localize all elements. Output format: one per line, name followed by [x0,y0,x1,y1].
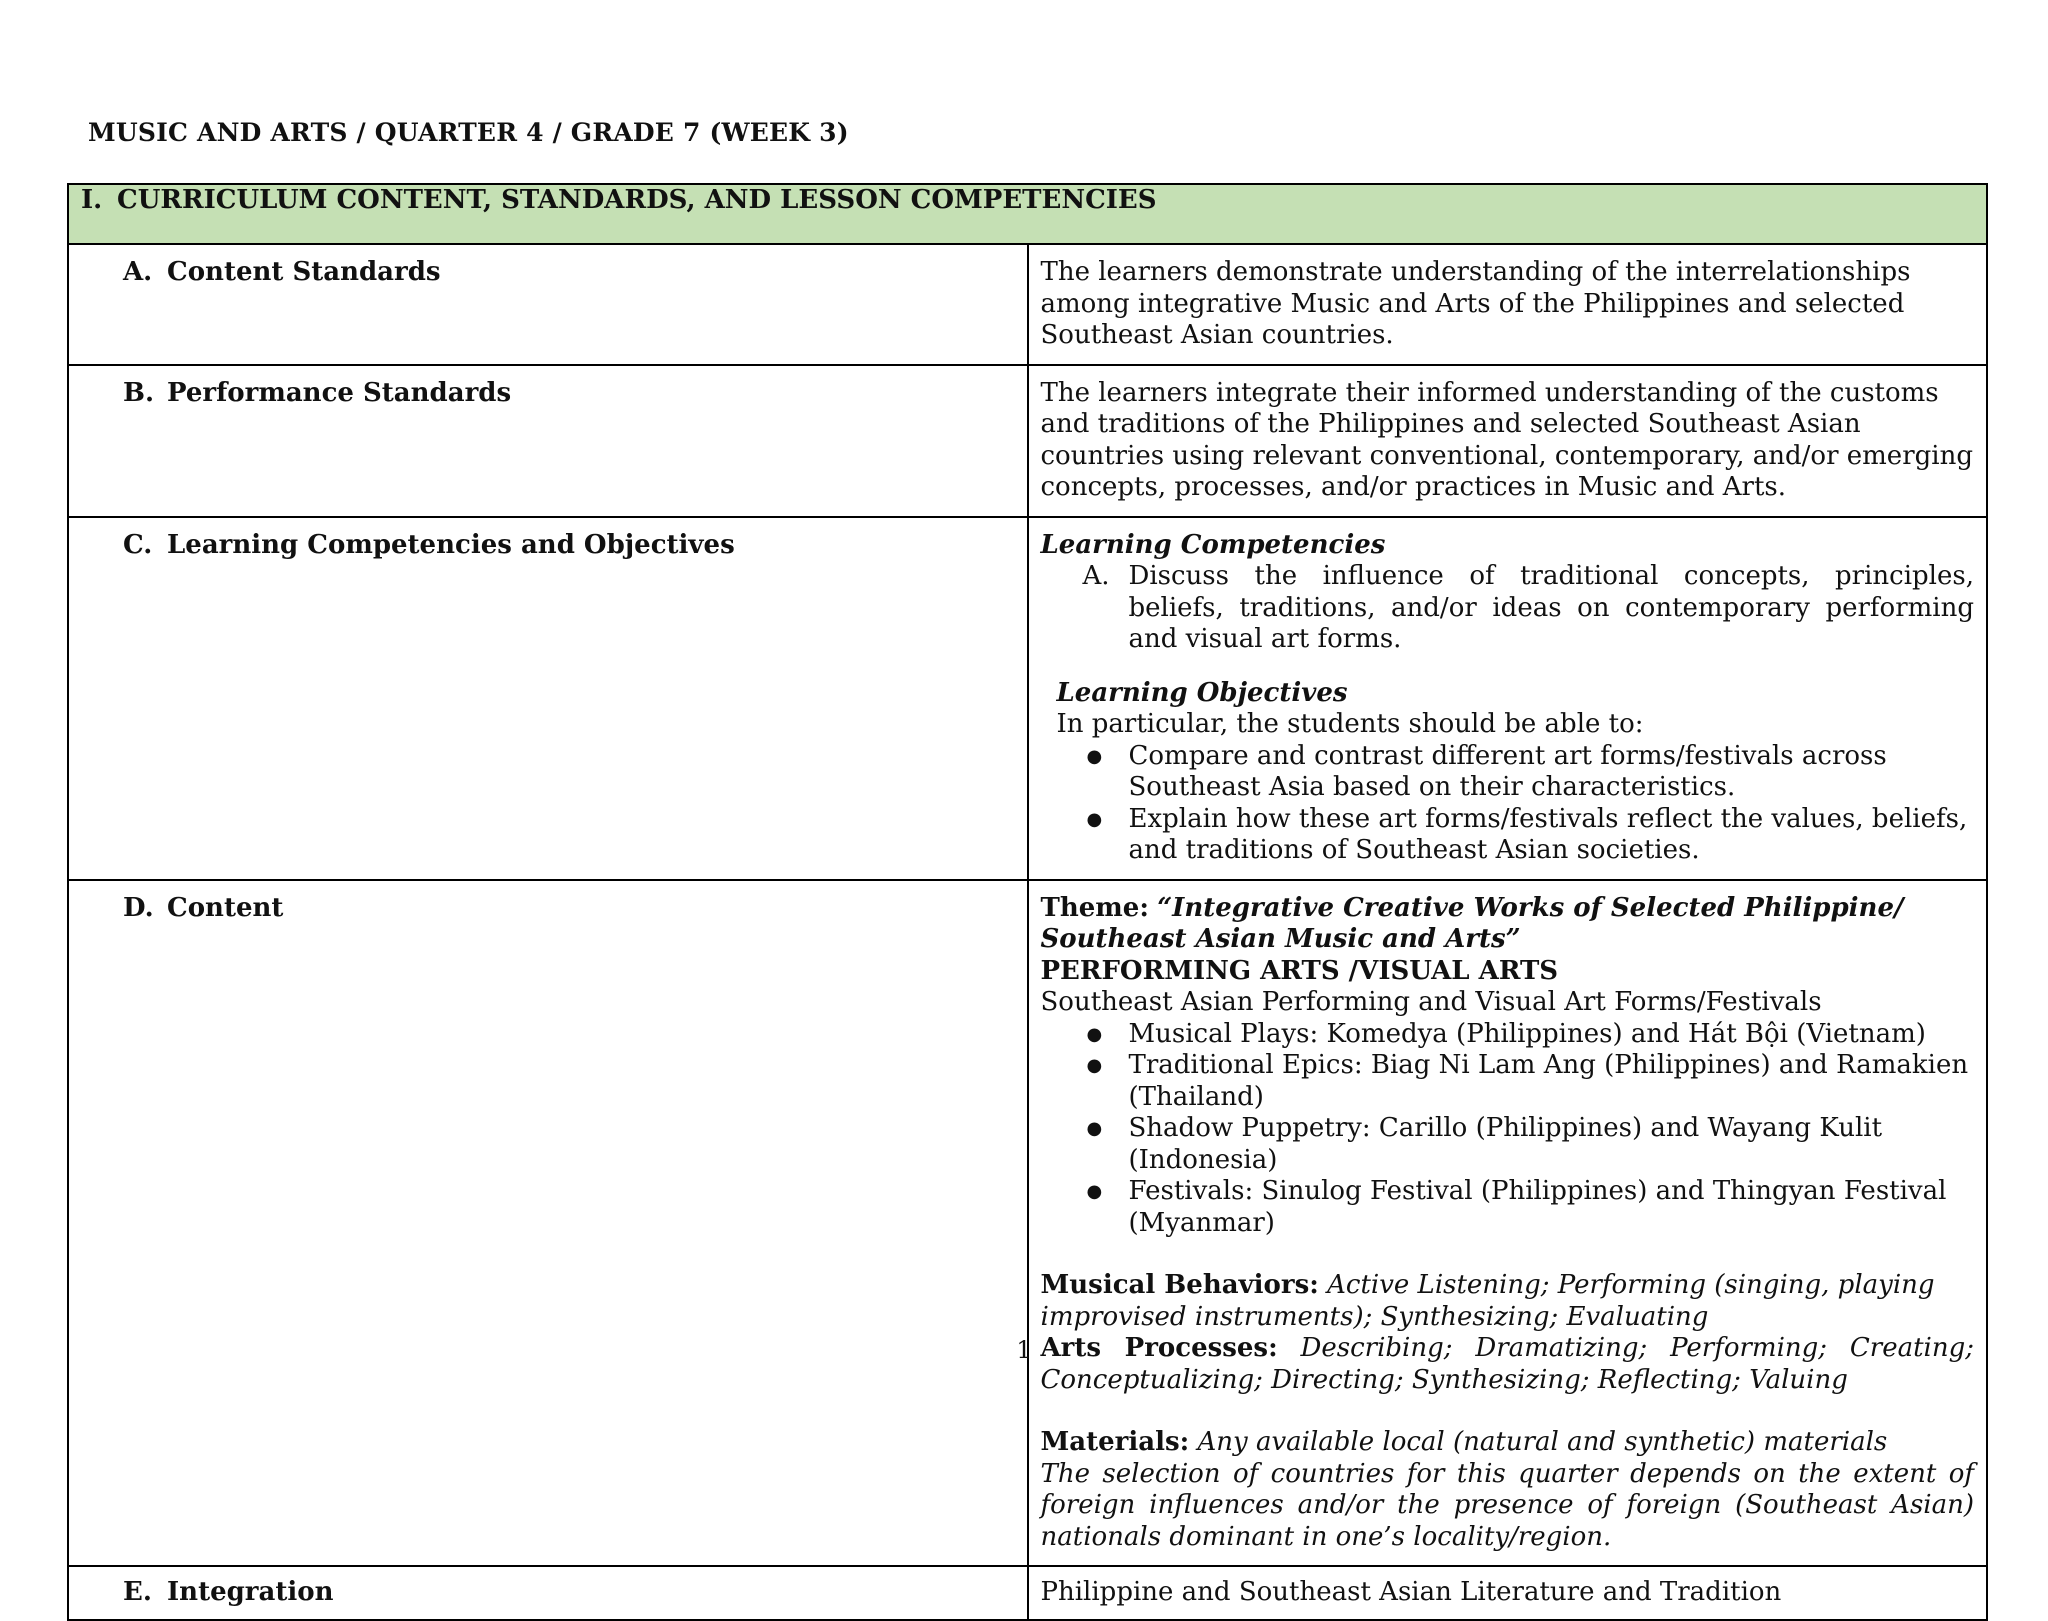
content-item: Shadow Puppetry: Carillo (Philippines) and Wayang Kulit (Indonesia) [1128,1113,1883,1175]
row-letter: C. [123,529,153,560]
materials-label: Materials: [1040,1427,1190,1457]
bullet-icon: ● [1086,808,1103,830]
objective-text: Compare and contrast different art forms/festivals across Southeast Asia based on their characteristics. [1128,740,1887,802]
row-label-cell [68,880,1028,1567]
table-row-content-standards [68,244,1987,365]
competency-item [1083,561,1975,656]
row-label: Learning Competencies and Objectives [167,529,735,560]
row-letter: E. [123,1577,152,1607]
list-item [1083,1050,1975,1113]
content-item: Festivals: Sinulog Festival (Philippines) and Thingyan Festival (Myanmar) [1128,1176,1947,1238]
musical-behaviors-label: Musical Behaviors: [1040,1270,1319,1300]
integration-text: Philippine and Southeast Asian Literature and Tradition [1028,1566,1988,1620]
content-subtopic: Southeast Asian Performing and Visual Art Forms/Festivals [1040,987,1822,1017]
objectives-intro: In particular, the students should be able to: [1056,709,1644,739]
row-label: Content [167,892,284,923]
list-item [1083,1019,1975,1051]
objectives-heading: Learning Objectives [1056,677,1348,708]
row-label-cell [68,1566,1028,1620]
arts-processes-text: Describing; Dramatizing; Performing; Creating; Conceptualizing; Directing; Synthesizing; Reflecting; Valuing [1040,1333,1975,1395]
learning-competencies-cell [1028,517,1988,880]
row-label-cell [68,517,1028,880]
table-row-content [68,880,1987,1567]
bullet-icon: ● [1086,1118,1103,1139]
content-standards-text: The learners demonstrate understanding of the interrelationships among integrative Music and Arts of the Philippines and selected Southeast Asian countries. [1028,244,1988,365]
row-label-cell [68,365,1028,517]
list-item [1083,804,1975,867]
page-number: 1 [1016,1336,1032,1364]
objective-text: Explain how these art forms/festivals reflect the values, beliefs, and traditions of Southeast Asian societies. [1128,803,1968,865]
bullet-icon: ● [1086,745,1103,767]
list-item [1083,1113,1975,1176]
row-letter: B. [123,377,155,408]
row-label: Performance Standards [167,377,512,408]
theme-label: Theme: [1040,892,1149,923]
content-item: Musical Plays: Komedya (Philippines) and Hát Bội (Vietnam) [1128,1018,1926,1049]
competencies-heading: Learning Competencies [1040,529,1386,560]
bullet-icon: ● [1086,1055,1103,1076]
musical-behaviors [1041,1270,1975,1333]
section-title: CURRICULUM CONTENT, STANDARDS, AND LESSON COMPETENCIES [117,185,1157,215]
theme-text: “Integrative Creative Works of Selected Philippine/ Southeast Asian Music and Arts” [1040,892,1904,954]
section-numeral: I. [81,185,103,215]
table-row-learning-competencies [68,517,1987,880]
curriculum-table [67,183,1988,1621]
content-item: Traditional Epics: Biag Ni Lam Ang (Philippines) and Ramakien (Thailand) [1128,1050,1969,1112]
row-label: Integration [167,1577,334,1607]
performance-standards-text: The learners integrate their informed understanding of the customs and traditions of the Philippines and selected Southeast Asian countries using relevant conventional, contemporary, and/or emerging concepts, processes, and/or practices in Music and Arts. [1028,365,1988,517]
section-header [68,184,1987,244]
content-subheading: PERFORMING ARTS /VISUAL ARTS [1040,955,1559,986]
competency-text: Discuss the influence of traditional concepts, principles, beliefs, traditions, and/or ideas on contemporary performing and visual art forms. [1128,561,1974,654]
page-title: MUSIC AND ARTS / QUARTER 4 / GRADE 7 (WEEK 3) [88,118,849,147]
arts-processes-label: Arts Processes: [1040,1333,1278,1363]
materials [1041,1427,1975,1459]
section-header-row [68,184,1987,244]
musical-behaviors-text: Active Listening; Performing (singing, playing improvised instruments); Synthesizing; Evaluating [1040,1270,1935,1332]
table-row-performance-standards [68,365,1987,517]
list-item [1083,1176,1975,1239]
bullet-icon: ● [1086,1023,1103,1045]
theme-line [1041,893,1975,956]
row-letter: A. [123,257,153,287]
row-label: Content Standards [167,257,441,287]
list-item [1083,741,1975,804]
selection-note: The selection of countries for this quarter depends on the extent of foreign influences and/or the presence of foreign (Southeast Asian) nationals dominant in one’s locality/region. [1040,1458,1974,1552]
materials-text: Any available local (natural and synthetic) materials [1197,1427,1888,1457]
table-row-integration [68,1566,1987,1620]
competency-marker: A. [1082,561,1110,591]
bullet-icon: ● [1086,1181,1103,1202]
content-cell [1028,880,1988,1567]
row-letter: D. [123,892,154,923]
row-label-cell [68,244,1028,365]
